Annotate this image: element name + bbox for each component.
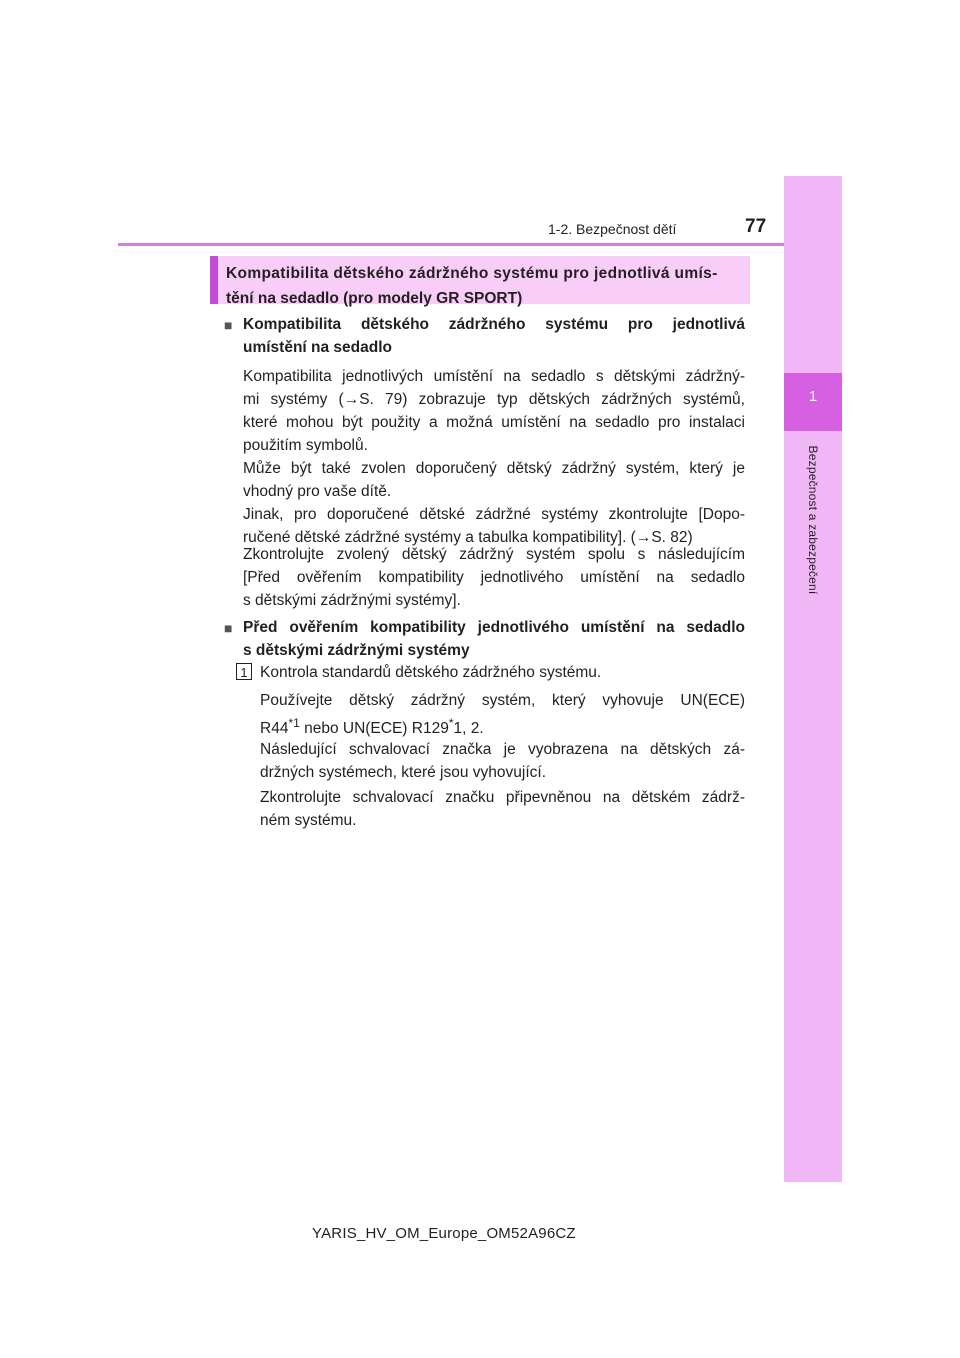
text-line: Jinak, pro doporučené dětské zádržné systémy zkontrolujte [Dopo-: [243, 506, 745, 523]
text-line: ručené dětské zádržné systémy a tabulka kompatibility]. (→S. 82): [243, 529, 693, 546]
section-1-marker: ■: [224, 317, 233, 333]
step-1-paragraph-2: [260, 738, 745, 784]
section-2-title-line-2: s dětskými zádržnými systémy: [243, 642, 470, 659]
text-line: [260, 712, 745, 740]
text-line: vhodný pro vaše dítě.: [243, 483, 392, 500]
section-1-title: [243, 313, 745, 359]
section-1-paragraph-1: [243, 365, 745, 503]
chapter-number: 1: [808, 388, 818, 405]
document-code: YARIS_HV_OM_Europe_OM52A96CZ: [312, 1225, 576, 1242]
text-line: s dětskými zádržnými systémy].: [243, 592, 461, 609]
text-line: ném systému.: [260, 812, 357, 829]
heading-line-1: Kompatibilita dětského zádržného systému pro jednotlivá umís-: [226, 265, 718, 282]
text-fragment: 1, 2.: [453, 720, 484, 737]
page-section-title: 1-2. Bezpečnost dětí: [548, 221, 677, 237]
text-line: Používejte dětský zádržný systém, který vyhovuje UN(ECE): [260, 692, 745, 709]
step-1-paragraph-3: [260, 786, 745, 832]
text-line: Následující schvalovací značka je vyobrazena na dětských zá-: [260, 741, 745, 758]
header-divider: [118, 243, 784, 246]
step-1-paragraph-1: [260, 689, 745, 740]
text-line: Může být také zvolen doporučený dětský zádržný systém, který je: [243, 460, 745, 477]
text-line: Kompatibilita jednotlivých umístění na sedadlo s dětskými zádržný-: [243, 368, 745, 385]
text-line: [Před ověřením kompatibility jednotlivého umístění na sedadlo: [243, 569, 745, 586]
chapter-title: Bezpečnost a zabezpečení: [806, 445, 820, 595]
section-1-paragraph-4: [243, 543, 745, 612]
footnote-ref: *: [448, 716, 454, 730]
text-line: Zkontrolujte schvalovací značku připevněnou na dětském zádrž-: [260, 789, 745, 806]
section-1-title-line-1: Kompatibilita dětského zádržného systému pro jednotlivá: [243, 316, 745, 333]
text-line: držných systémech, které jsou vyhovující.: [260, 764, 547, 781]
text-line: Zkontrolujte zvolený dětský zádržný systém spolu s následujícím: [243, 546, 745, 563]
section-2-title-line-1: Před ověřením kompatibility jednotlivého umístění na sedadlo: [243, 619, 745, 636]
text-line: použitím symbolů.: [243, 437, 368, 454]
section-2-marker: ■: [224, 620, 233, 636]
heading-line-2: tění na sedadlo (pro modely GR SPORT): [226, 290, 523, 307]
chapter-side-tab: [784, 176, 842, 1182]
text-line: které mohou být použity a možná umístění na sedadlo pro instalaci: [243, 414, 745, 431]
text-line: mi systémy (→S. 79) zobrazuje typ dětských zádržných systémů,: [243, 391, 745, 408]
text-fragment: nebo UN(ECE) R129: [299, 720, 449, 737]
step-1-title: Kontrola standardů dětského zádržného systému.: [260, 664, 602, 681]
footnote-ref: *1: [288, 716, 300, 730]
regulation-r44: R44: [260, 720, 289, 737]
page-number: 77: [745, 216, 767, 237]
section-1-title-line-2: umístění na sedadlo: [243, 339, 393, 356]
section-heading-box: [210, 256, 750, 307]
step-number-badge: 1: [236, 663, 252, 680]
section-2-title: [243, 616, 745, 662]
